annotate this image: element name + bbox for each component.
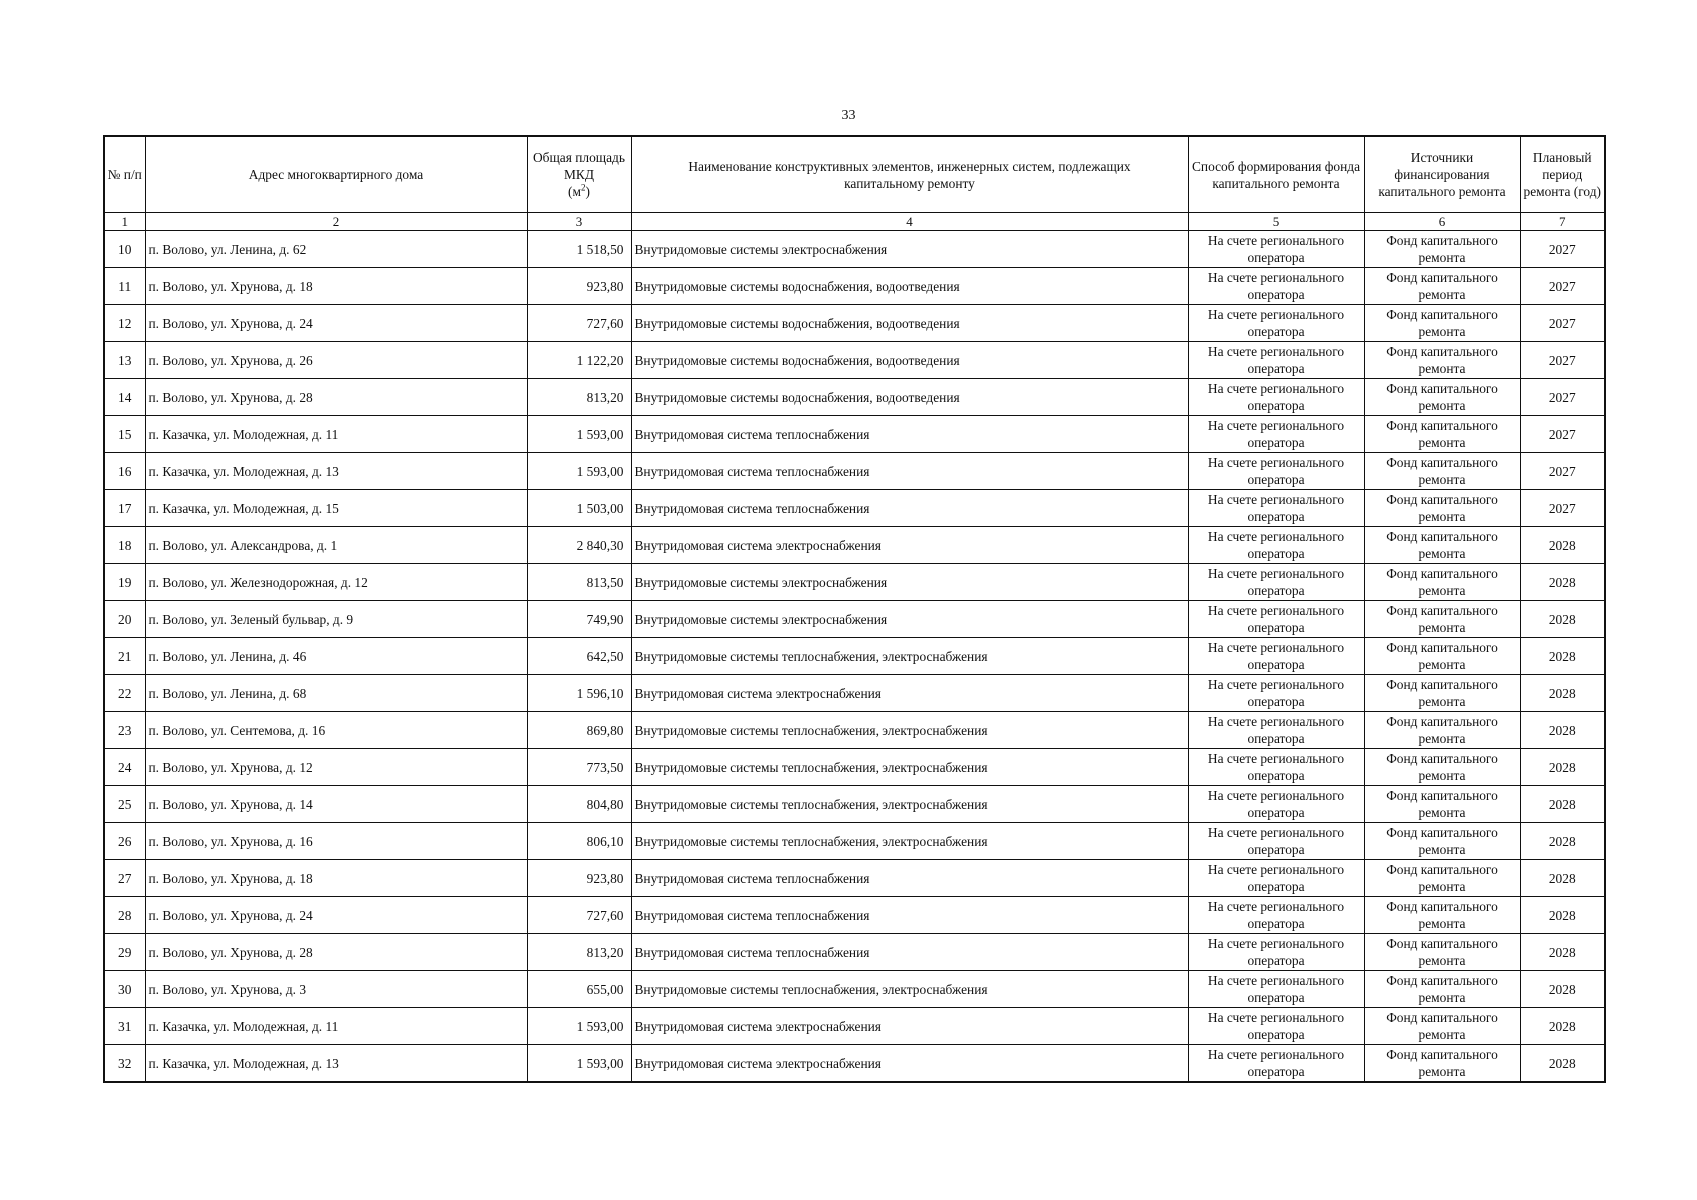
row-number: 16 [104, 453, 145, 490]
row-funding-source: Фонд капитального ремонта [1364, 638, 1520, 675]
column-number-row [104, 213, 1605, 231]
row-funding-source: Фонд капитального ремонта [1364, 305, 1520, 342]
row-year: 2028 [1520, 1045, 1605, 1083]
row-elements: Внутридомовые системы теплоснабжения, электроснабжения [631, 749, 1188, 786]
row-elements: Внутридомовая система теплоснабжения [631, 416, 1188, 453]
row-funding-source: Фонд капитального ремонта [1364, 490, 1520, 527]
row-funding-method: На счете регионального оператора [1188, 268, 1364, 305]
row-address: п. Волово, ул. Хрунова, д. 26 [145, 342, 527, 379]
row-number: 20 [104, 601, 145, 638]
row-funding-source: Фонд капитального ремонта [1364, 823, 1520, 860]
row-number: 29 [104, 934, 145, 971]
table-row [104, 749, 1605, 786]
row-area: 1 593,00 [527, 1008, 631, 1045]
row-area: 1 596,10 [527, 675, 631, 712]
row-funding-method: На счете регионального оператора [1188, 971, 1364, 1008]
row-funding-source: Фонд капитального ремонта [1364, 786, 1520, 823]
column-number: 5 [1188, 213, 1364, 231]
row-funding-source: Фонд капитального ремонта [1364, 601, 1520, 638]
column-number: 6 [1364, 213, 1520, 231]
row-area: 869,80 [527, 712, 631, 749]
row-number: 17 [104, 490, 145, 527]
row-address: п. Волово, ул. Хрунова, д. 12 [145, 749, 527, 786]
table-row [104, 490, 1605, 527]
row-number: 32 [104, 1045, 145, 1083]
row-elements: Внутридомовые системы водоснабжения, водоотведения [631, 268, 1188, 305]
row-year: 2028 [1520, 897, 1605, 934]
row-year: 2027 [1520, 231, 1605, 268]
row-address: п. Волово, ул. Хрунова, д. 28 [145, 379, 527, 416]
column-number: 7 [1520, 213, 1605, 231]
row-area: 655,00 [527, 971, 631, 1008]
row-number: 24 [104, 749, 145, 786]
row-address: п. Волово, ул. Сентемова, д. 16 [145, 712, 527, 749]
row-funding-method: На счете регионального оператора [1188, 1008, 1364, 1045]
row-funding-method: На счете регионального оператора [1188, 675, 1364, 712]
row-elements: Внутридомовая система электроснабжения [631, 1045, 1188, 1083]
column-number: 4 [631, 213, 1188, 231]
row-address: п. Волово, ул. Хрунова, д. 3 [145, 971, 527, 1008]
row-funding-source: Фонд капитального ремонта [1364, 416, 1520, 453]
row-address: п. Волово, ул. Хрунова, д. 18 [145, 860, 527, 897]
row-funding-method: На счете регионального оператора [1188, 379, 1364, 416]
table-row [104, 453, 1605, 490]
row-funding-method: На счете регионального оператора [1188, 564, 1364, 601]
table-row [104, 564, 1605, 601]
row-year: 2027 [1520, 305, 1605, 342]
table-row [104, 823, 1605, 860]
row-number: 18 [104, 527, 145, 564]
table-row [104, 268, 1605, 305]
table-row [104, 971, 1605, 1008]
row-year: 2028 [1520, 564, 1605, 601]
row-address: п. Волово, ул. Ленина, д. 68 [145, 675, 527, 712]
row-address: п. Волово, ул. Железнодорожная, д. 12 [145, 564, 527, 601]
row-funding-source: Фонд капитального ремонта [1364, 675, 1520, 712]
row-year: 2028 [1520, 712, 1605, 749]
row-area: 1 122,20 [527, 342, 631, 379]
header-area [527, 136, 631, 213]
table-row [104, 601, 1605, 638]
row-funding-source: Фонд капитального ремонта [1364, 897, 1520, 934]
row-address: п. Казачка, ул. Молодежная, д. 11 [145, 416, 527, 453]
row-funding-method: На счете регионального оператора [1188, 749, 1364, 786]
row-year: 2028 [1520, 749, 1605, 786]
table-row [104, 305, 1605, 342]
row-elements: Внутридомовые системы теплоснабжения, электроснабжения [631, 971, 1188, 1008]
row-funding-source: Фонд капитального ремонта [1364, 342, 1520, 379]
header-area-unit: (м [568, 184, 581, 199]
row-area: 773,50 [527, 749, 631, 786]
table-row [104, 897, 1605, 934]
table-row [104, 416, 1605, 453]
row-year: 2028 [1520, 786, 1605, 823]
row-funding-method: На счете регионального оператора [1188, 638, 1364, 675]
row-elements: Внутридомовые системы теплоснабжения, электроснабжения [631, 786, 1188, 823]
header-address: Адрес многоквартирного дома [145, 136, 527, 213]
table-body [104, 231, 1605, 1083]
table-row [104, 1008, 1605, 1045]
table-row [104, 675, 1605, 712]
row-area: 813,50 [527, 564, 631, 601]
column-number: 3 [527, 213, 631, 231]
row-funding-method: На счете регионального оператора [1188, 786, 1364, 823]
row-elements: Внутридомовая система теплоснабжения [631, 490, 1188, 527]
row-funding-method: На счете регионального оператора [1188, 897, 1364, 934]
row-elements: Внутридомовая система теплоснабжения [631, 860, 1188, 897]
row-year: 2028 [1520, 527, 1605, 564]
row-area: 813,20 [527, 379, 631, 416]
header-area-label: Общая площадь МКД [533, 150, 625, 182]
row-address: п. Казачка, ул. Молодежная, д. 11 [145, 1008, 527, 1045]
page-number: 33 [841, 108, 856, 123]
table-row [104, 342, 1605, 379]
header-num: № п/п [104, 136, 145, 213]
row-elements: Внутридомовая система теплоснабжения [631, 897, 1188, 934]
column-number: 1 [104, 213, 145, 231]
row-funding-method: На счете регионального оператора [1188, 305, 1364, 342]
row-elements: Внутридомовые системы электроснабжения [631, 601, 1188, 638]
row-area: 923,80 [527, 860, 631, 897]
row-funding-source: Фонд капитального ремонта [1364, 564, 1520, 601]
row-year: 2027 [1520, 379, 1605, 416]
row-address: п. Волово, ул. Хрунова, д. 18 [145, 268, 527, 305]
row-number: 13 [104, 342, 145, 379]
row-number: 22 [104, 675, 145, 712]
row-area: 1 593,00 [527, 1045, 631, 1083]
row-area: 749,90 [527, 601, 631, 638]
row-elements: Внутридомовые системы электроснабжения [631, 564, 1188, 601]
row-number: 31 [104, 1008, 145, 1045]
row-address: п. Казачка, ул. Молодежная, д. 13 [145, 453, 527, 490]
row-funding-method: На счете регионального оператора [1188, 934, 1364, 971]
header-area-sup: 2 [580, 182, 586, 193]
row-elements: Внутридомовая система электроснабжения [631, 1008, 1188, 1045]
row-number: 30 [104, 971, 145, 1008]
row-year: 2027 [1520, 268, 1605, 305]
row-address: п. Волово, ул. Хрунова, д. 28 [145, 934, 527, 971]
row-funding-source: Фонд капитального ремонта [1364, 1045, 1520, 1083]
header-area-close: ) [585, 184, 590, 199]
table-row [104, 638, 1605, 675]
row-area: 727,60 [527, 305, 631, 342]
row-number: 19 [104, 564, 145, 601]
row-number: 26 [104, 823, 145, 860]
row-funding-method: На счете регионального оператора [1188, 712, 1364, 749]
row-year: 2027 [1520, 342, 1605, 379]
table-row [104, 934, 1605, 971]
row-funding-source: Фонд капитального ремонта [1364, 231, 1520, 268]
row-area: 806,10 [527, 823, 631, 860]
row-address: п. Волово, ул. Хрунова, д. 14 [145, 786, 527, 823]
row-funding-method: На счете регионального оператора [1188, 231, 1364, 268]
row-address: п. Волово, ул. Зеленый бульвар, д. 9 [145, 601, 527, 638]
table-row [104, 1045, 1605, 1083]
row-funding-method: На счете регионального оператора [1188, 601, 1364, 638]
row-funding-source: Фонд капитального ремонта [1364, 1008, 1520, 1045]
row-funding-method: На счете регионального оператора [1188, 860, 1364, 897]
row-elements: Внутридомовая система электроснабжения [631, 527, 1188, 564]
row-year: 2028 [1520, 601, 1605, 638]
row-funding-source: Фонд капитального ремонта [1364, 749, 1520, 786]
table-row [104, 527, 1605, 564]
row-year: 2028 [1520, 675, 1605, 712]
row-area: 642,50 [527, 638, 631, 675]
row-address: п. Казачка, ул. Молодежная, д. 13 [145, 1045, 527, 1083]
row-number: 21 [104, 638, 145, 675]
table-row [104, 860, 1605, 897]
row-elements: Внутридомовые системы теплоснабжения, электроснабжения [631, 712, 1188, 749]
row-number: 11 [104, 268, 145, 305]
row-funding-method: На счете регионального оператора [1188, 527, 1364, 564]
row-area: 1 593,00 [527, 416, 631, 453]
row-area: 1 503,00 [527, 490, 631, 527]
row-funding-method: На счете регионального оператора [1188, 416, 1364, 453]
row-area: 923,80 [527, 268, 631, 305]
row-elements: Внутридомовая система электроснабжения [631, 675, 1188, 712]
row-number: 14 [104, 379, 145, 416]
header-source: Источники финансирования капитального ремонта [1364, 136, 1520, 213]
row-elements: Внутридомовые системы водоснабжения, водоотведения [631, 379, 1188, 416]
row-number: 25 [104, 786, 145, 823]
row-number: 12 [104, 305, 145, 342]
row-elements: Внутридомовые системы теплоснабжения, электроснабжения [631, 823, 1188, 860]
row-elements: Внутридомовые системы водоснабжения, водоотведения [631, 305, 1188, 342]
row-funding-source: Фонд капитального ремонта [1364, 453, 1520, 490]
row-address: п. Казачка, ул. Молодежная, д. 15 [145, 490, 527, 527]
row-funding-method: На счете регионального оператора [1188, 1045, 1364, 1083]
row-year: 2028 [1520, 1008, 1605, 1045]
row-funding-source: Фонд капитального ремонта [1364, 971, 1520, 1008]
repair-plan-table [103, 135, 1606, 1083]
row-number: 15 [104, 416, 145, 453]
row-area: 813,20 [527, 934, 631, 971]
row-area: 1 593,00 [527, 453, 631, 490]
row-address: п. Волово, ул. Ленина, д. 46 [145, 638, 527, 675]
column-number: 2 [145, 213, 527, 231]
row-funding-source: Фонд капитального ремонта [1364, 379, 1520, 416]
row-year: 2027 [1520, 490, 1605, 527]
row-funding-source: Фонд капитального ремонта [1364, 268, 1520, 305]
row-address: п. Волово, ул. Хрунова, д. 24 [145, 897, 527, 934]
row-year: 2027 [1520, 416, 1605, 453]
table-row [104, 712, 1605, 749]
row-funding-method: На счете регионального оператора [1188, 342, 1364, 379]
row-funding-method: На счете регионального оператора [1188, 490, 1364, 527]
row-area: 2 840,30 [527, 527, 631, 564]
header-method: Способ формирования фонда капитального ремонта [1188, 136, 1364, 213]
header-elements: Наименование конструктивных элементов, инженерных систем, подлежащих капитальному ремонту [631, 136, 1188, 213]
row-address: п. Волово, ул. Александрова, д. 1 [145, 527, 527, 564]
row-elements: Внутридомовая система теплоснабжения [631, 453, 1188, 490]
row-address: п. Волово, ул. Хрунова, д. 24 [145, 305, 527, 342]
row-year: 2028 [1520, 638, 1605, 675]
row-year: 2028 [1520, 823, 1605, 860]
row-area: 804,80 [527, 786, 631, 823]
row-elements: Внутридомовая система теплоснабжения [631, 934, 1188, 971]
row-year: 2028 [1520, 934, 1605, 971]
row-funding-source: Фонд капитального ремонта [1364, 934, 1520, 971]
row-funding-source: Фонд капитального ремонта [1364, 712, 1520, 749]
row-number: 27 [104, 860, 145, 897]
row-area: 727,60 [527, 897, 631, 934]
row-elements: Внутридомовые системы теплоснабжения, электроснабжения [631, 638, 1188, 675]
row-address: п. Волово, ул. Ленина, д. 62 [145, 231, 527, 268]
row-funding-method: На счете регионального оператора [1188, 453, 1364, 490]
row-area: 1 518,50 [527, 231, 631, 268]
header-row [104, 136, 1605, 213]
row-funding-source: Фонд капитального ремонта [1364, 860, 1520, 897]
row-funding-source: Фонд капитального ремонта [1364, 527, 1520, 564]
row-number: 10 [104, 231, 145, 268]
row-year: 2028 [1520, 971, 1605, 1008]
table-row [104, 231, 1605, 268]
row-number: 28 [104, 897, 145, 934]
row-number: 23 [104, 712, 145, 749]
row-address: п. Волово, ул. Хрунова, д. 16 [145, 823, 527, 860]
row-elements: Внутридомовые системы электроснабжения [631, 231, 1188, 268]
header-period: Плановый период ремонта (год) [1520, 136, 1605, 213]
row-year: 2027 [1520, 453, 1605, 490]
table-row [104, 379, 1605, 416]
table-row [104, 786, 1605, 823]
row-elements: Внутридомовые системы водоснабжения, водоотведения [631, 342, 1188, 379]
row-year: 2028 [1520, 860, 1605, 897]
row-funding-method: На счете регионального оператора [1188, 823, 1364, 860]
